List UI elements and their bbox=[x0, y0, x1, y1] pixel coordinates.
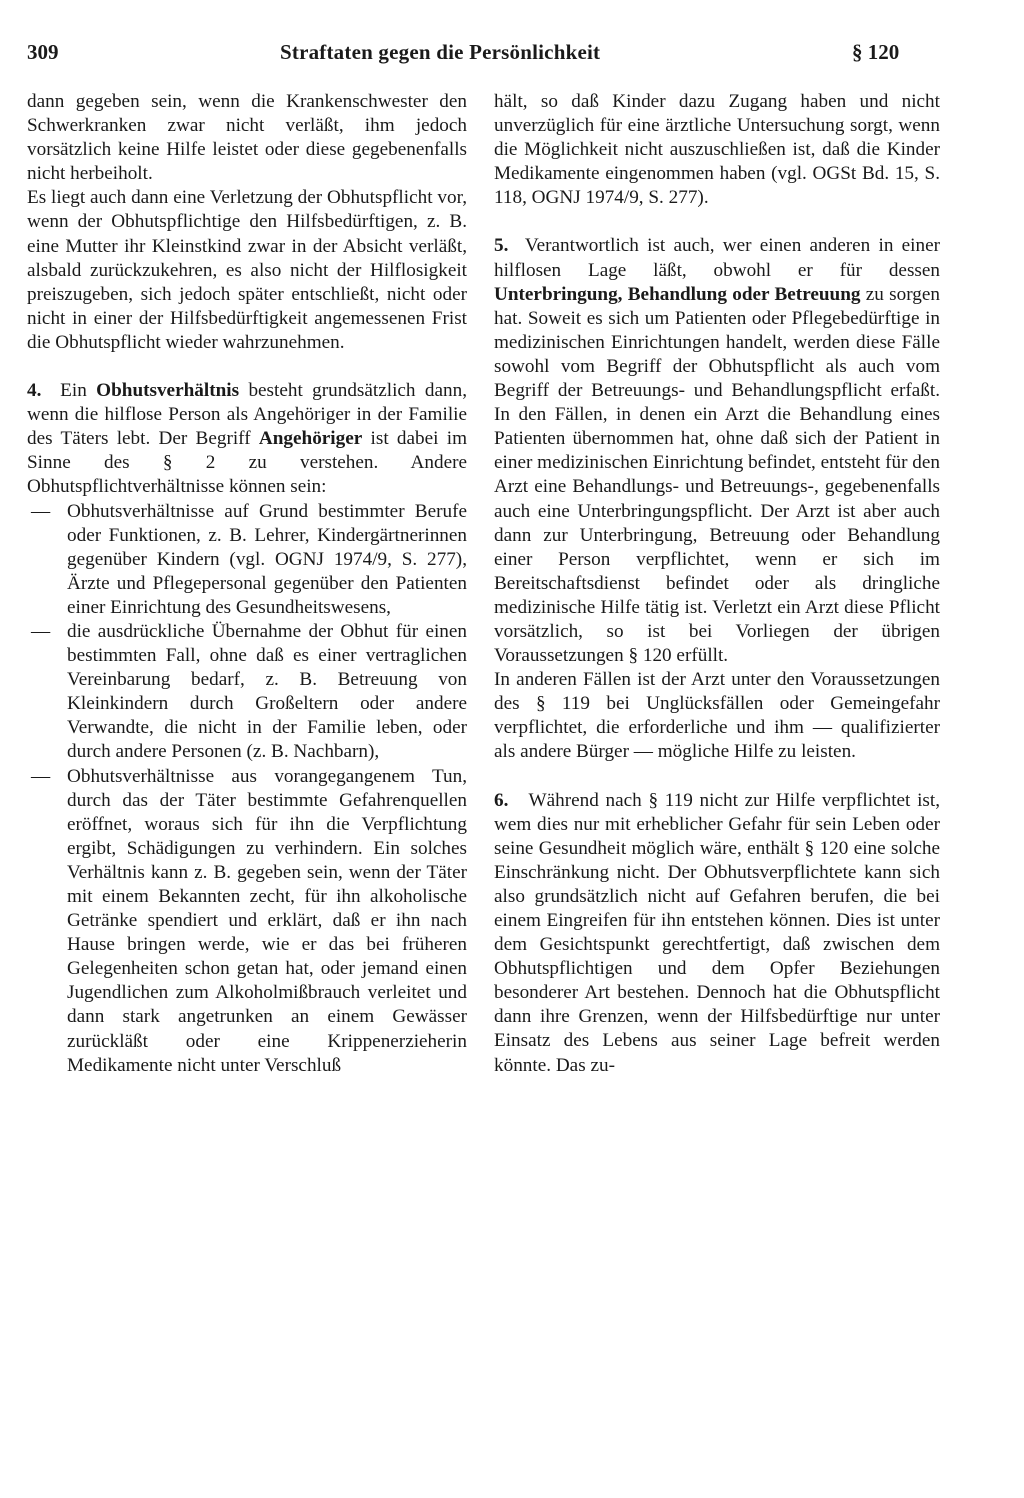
page-number: 309 bbox=[27, 40, 59, 64]
paragraph-text: Während nach § 119 nicht zur Hilfe verpflichtet ist, wem dies nur mit erheblicher Gefahr für sein Leben oder seine Gesundheit möglich wäre, enthält § 120 eine solche Einschränkung nicht. Der Obhutsverpflichtete kann sich also grundsätzlich nicht auf Gefahren berufen, die bei einem Eingreifen für ihn entstehen können. Dies ist unter dem Gesichtspunkt gerechtfertigt, daß zwischen dem Obhutspflichtigen und dem Opfer Beziehungen besonderer Art bestehen. Dennoch hat die Obhutspflicht dann ihre Grenzen, wenn der Hilfsbedürftige nur unter Einsatz des Lebens aus seiner Lage befreit werden könnte. Das zu- bbox=[494, 789, 940, 1076]
paragraph-obhutspflicht-verletzung: Es liegt auch dann eine Verletzung der Obhutspflicht vor, wenn der Obhutspflichtige den Hilfsbedürftigen, z. B. eine Mutter ihr Kleinstkind zwar in der Absicht verläßt, alsbald zurückzukehren, es also nicht der Hilflosigkeit preiszugeben, sich jedoch später entschließt, nicht oder nicht in einer der Hilfsbedürftigkeit angemessenen Frist die Obhutspflicht wieder wahrzunehmen. bbox=[27, 187, 467, 353]
list-item: — Obhutsverhältnisse aus vorangegangenem Tun, durch das der Täter bestimmte Gefahrenquellen eröffnet, woraus sich für ihn die Verpflichtung ergibt, Schädigungen zu verhindern. Ein solches Verhältnis kann z. B. gegeben sein, wenn der Täter mit einem Bekannten zecht, für ihn alkoholische Getränke spendiert und erklärt, daß er ihn nach Hause bringen werde, wie er das bei früheren Gelegenheiten schon getan hat, oder jemand einen Jugendlichen zum Alkoholmißbrauch verleitet und dann stark angetrunken an einem Gewässer zurückläßt oder eine Krippenerzieherin Medikamente nicht unter Verschluß bbox=[27, 765, 467, 1078]
paragraph-text: besteht grundsätzlich dann, wenn die hilflose Person als Angehöriger in der Familie des Täters lebt. Der Begriff bbox=[27, 380, 467, 450]
paragraph-5 bbox=[494, 234, 940, 668]
paragraph-text: Ein bbox=[60, 380, 87, 402]
paragraph-number: 5. bbox=[494, 235, 509, 257]
paragraph-text: ist dabei im Sinne des § 2 zu verstehen. Andere Obhutspflichtverhältnisse können sein: bbox=[27, 428, 468, 498]
list-item: — Obhutsverhältnisse auf Grund bestimmter Berufe oder Funktionen, z. B. Lehrer, Kindergärtnerinnen gegenüber Kindern (vgl. OGNJ 1974/9, S. 277), Ärzte und Pflegepersonal gegenüber den Patienten einer Einrichtung des Gesundheitswesens, bbox=[27, 500, 467, 620]
paragraph-text: zu sorgen hat. Soweit es sich um Patienten oder Pflegebedürftige in medizinischen Einrichtungen handelt, werden diese Fälle sowohl vom Begriff der Obhutspflicht als auch vom Begriff der Betreuungs- und Behandlungspflicht erfaßt. In den Fällen, in denen ein Arzt die Behandlung eines Patienten übernommen hat, ohne daß sich der Patient in einer medizinischen Einrichtung befindet, entsteht für den Arzt eine Behandlungs- und Betreuungs-, gegebenenfalls auch eine Unterbringungspflicht. Der Arzt ist aber auch dann zur Unterbringung, Betreuung oder Behandlung einer Person verpflichtet, wenn er sich im Bereitschaftsdienst befindet oder als dringliche medizinische Hilfe tätig ist. Verletzt ein Arzt diese Pflicht vorsätzlich, so ist bei Vorliegen der übrigen Voraussetzungen § 120 erfüllt. bbox=[494, 283, 940, 667]
spacer bbox=[27, 355, 467, 379]
running-title: Straftaten gegen die Persönlichkeit bbox=[280, 40, 601, 64]
spacer bbox=[494, 765, 940, 789]
paragraph-continued: hält, so daß Kinder dazu Zugang haben und nicht unverzüglich für eine ärztliche Untersuchung sorgt, wenn die Möglichkeit nicht auszuschließen ist, daß die Kinder Medikamente eingenommen haben (vgl. OGSt Bd. 15, S. 118, OGNJ 1974/9, S. 277). bbox=[494, 91, 940, 209]
bold-term: Unterbringung, Behandlung oder Betreuung bbox=[494, 283, 861, 305]
paragraph-4 bbox=[27, 379, 467, 499]
left-column bbox=[27, 90, 467, 1078]
paragraph-6 bbox=[494, 789, 940, 1078]
paragraph-continued: dann gegeben sein, wenn die Krankenschwester den Schwerkranken zwar nicht verläßt, ihm jedoch vorsätzlich keine Hilfe leistet oder diese gegebenenfalls nicht herbeiholt. bbox=[27, 91, 467, 185]
paragraph-text: Verantwortlich ist auch, wer einen anderen in einer hilflosen Lage läßt, obwohl er für dessen bbox=[494, 235, 940, 281]
bold-term: Obhutsverhältnis bbox=[96, 380, 240, 402]
obhut-list bbox=[27, 500, 467, 1078]
paragraph-number: 6. bbox=[494, 789, 509, 811]
paragraph-number: 4. bbox=[27, 380, 42, 402]
spacer bbox=[494, 210, 940, 234]
paragraph-5b: In anderen Fällen ist der Arzt unter den Voraussetzungen des § 119 bei Unglücksfällen oder Gemeingefahr verpflichtet, die erforderliche und ihm — qualifizierter als andere Bürger — mögliche Hilfe zu leisten. bbox=[494, 669, 940, 763]
list-item: — die ausdrückliche Übernahme der Obhut für einen bestimmten Fall, ohne daß es einer vertraglichen Vereinbarung bedarf, z. B. Betreuung von Kleinkindern durch Großeltern oder andere Verwandte, die nicht in der Familie leben, oder durch andere Personen (z. B. Nachbarn), bbox=[27, 620, 467, 765]
page-header bbox=[0, 40, 1024, 80]
right-column bbox=[494, 90, 940, 1078]
bold-term: Angehöriger bbox=[258, 428, 363, 450]
section-mark: § 120 bbox=[852, 40, 900, 64]
